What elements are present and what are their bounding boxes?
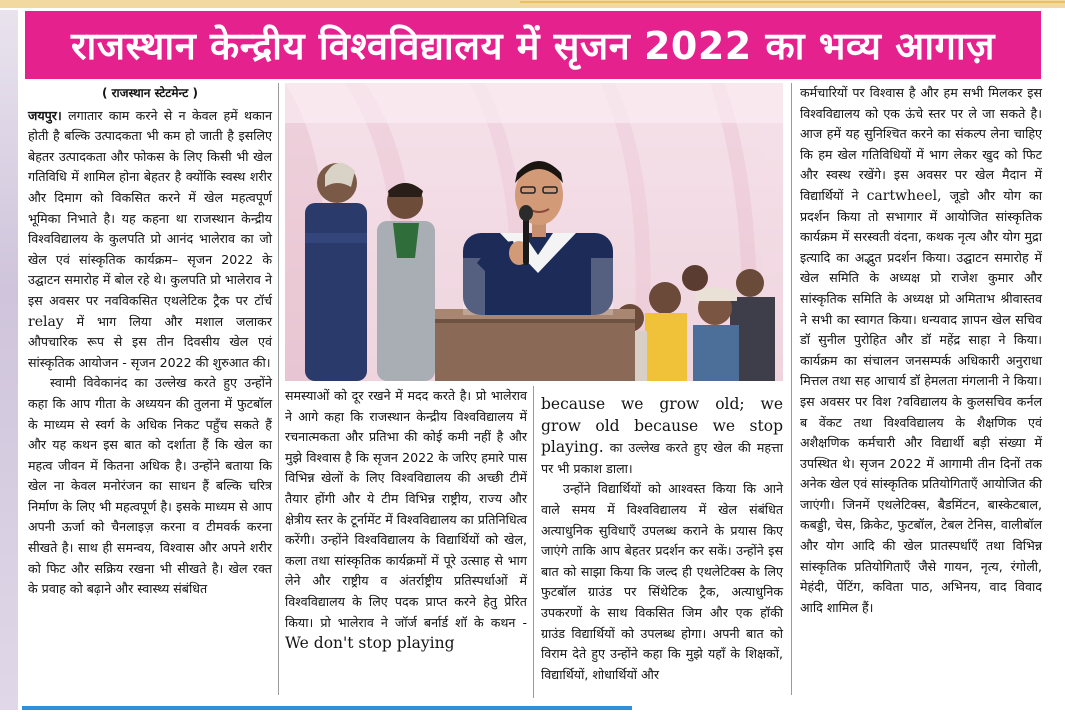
byline: ( राजस्थान स्टेटमेन्ट ) <box>101 86 199 100</box>
column-2-text <box>285 386 527 655</box>
event-photo <box>285 83 783 381</box>
event-photo-illustration <box>285 83 783 381</box>
cartwheel-word: cartwheel, <box>866 187 942 204</box>
left-edge-image <box>0 10 18 710</box>
relay-word: relay <box>28 313 64 330</box>
quote-paragraph <box>541 394 783 479</box>
dateline: जयपुर। <box>28 107 62 123</box>
quote-follow-text: का उल्लेख करते हुए खेल की महत्ता पर भी प्रकाश डाला। <box>541 440 784 476</box>
column-2-body: समस्याओं को दूर रखने में मदद करते है। प्रो भालेराव ने आगे कहा कि राजस्थान केन्द्रीय विश्वविद्यालय में रचनात्मकता और प्रतिभा की कोई कमी नहीं है और मुझे विश्वास है कि सृजन 2022 के जरिए हमारे पास विभिन्न खेलों के लिए विश्वविद्यालय की अच्छी टीमें तैयार होंगी और ये टीम विभिन्न राष्ट्रीय, राज्य और क्षेत्रीय स्तर के टूर्नामेंट में विश्वविद्यालय का प्रतिनिधित्व करेंगी। उन्होंने विश्वविद्यालय के विद्यार्थियों को खेल, कला तथा सांस्कृतिक कार्यक्रमों में पूरे उत्साह से भाग लेने और राष्ट्रीय व अंतर्राष्ट्रीय प्रतिस्पर्धाओं में विश्वविद्यालय के लिए पदक प्राप्त करने हेतु प्रेरित किया। प्रो भालेराव ने जॉर्ज बर्नार्ड शॉ के कथन - <box>285 388 527 630</box>
article-column-3 <box>541 394 783 698</box>
headline: राजस्थान केन्द्रीय विश्वविद्यालय में सृजन 2022 का भव्य आगाज़ <box>71 24 995 68</box>
paragraph-1-end: में भाग लिया और मशाल जलाकर औपचारिक रूप से इस तीन दिवसीय खेल एवं सांस्कृतिक आयोजन - सृजन 2022 की शुरुआत की। <box>28 313 272 370</box>
paragraph-1-text: लगातार काम करने से न केवल हमें थकान होती है बल्कि उत्पादकता भी कम हो जाती है इसलिए बेहतर उत्पादकता और फोकस के लिए किसी भी खेल गतिविधि में शामिल होना बेहतर है क्योंकि स्वस्थ शरीर और दिमाग को विकसित करने में खेल महत्वपूर्ण भूमिका निभाते है। यह कहना था राजस्थान केन्द्रीय विश्वविद्यालय के कुलपति प्रो आनंद भालेराव का जो खेल एवं सांस्कृतिक कार्यक्रम– सृजन 2022 के उद्घाटन समारोह में बोल रहे थे। कुलपति प्रो भालेराव ने इस अवसर पर नवविकसित एथलेटिक ट्रैक पर टॉर्च <box>28 107 272 308</box>
top-strip <box>0 0 1065 8</box>
shaw-quote-start: We don't stop playing <box>285 634 455 653</box>
column-4-body-b: जूडो और योग का प्रदर्शन किया तो सभागार में आयोजित सांस्कृतिक कार्यक्रम में सरस्वती वंदना, कथक नृत्य और योग मुद्रा इत्यादि का अद्भुत प्रदर्शन किया। उद्घाटन समारोह में खेल समिति के अध्यक्ष प्रो राजेश कुमार और सांस्कृतिक समिति के अध्यक्ष प्रो अमिताभ श्रीवास्तव ने सभी का स्वागत किया। धन्यवाद ज्ञापन खेल सचिव डॉ सुनील पुरोहित और डॉ महेंद्र साहा ने किया। कार्यक्रम का संचालन जनसम्पर्क अधिकारी अनुराधा मित्तल तथा सह आचार्य डॉ हेमलता मंगलानी ने किया। इस अवसर पर विश ?वविद्यालय के कुलसचिव कर्नल ब वेंकट तथा विश्वविद्यालय के शैक्षणिक एवं अशैक्षणिक कर्मचारी और विद्यार्थी बड़ी संख्या में उपस्थित थे। सृजन 2022 में आगामी तीन दिनों तक अनेक खेल एवं सांस्कृतिक प्रतियोगिताएँ आयोजित की जाएंगी। जिनमें एथलेटिक्स, बैडमिंटन, बास्केटबाल, कबड्डी, चेस, क्रिकेट, फुटबॉल, टेबल टेनिस, वालीबॉल और योग आदि की खेल प्रातस्पर्धाएँ तथा विभिन्न सांस्कृतिक प्रतियोगिताएँ जैसे गायन, नृत्य, रंगोली, मेहंदी, पेंटिंग, कविता पाठ, अभिनय, वाद विवाद आदि शामिल हैं। <box>800 187 1043 615</box>
column-rule <box>278 83 279 695</box>
shaw-quote-end: because we grow old; we grow old because we stop playing. <box>541 395 783 457</box>
column-4-body-a: कर्मचारियों पर विश्वास है और हम सभी मिलकर इस विश्वविद्यालय को एक ऊंचे स्तर पर ले जा सकते है। आज हमें यह सुनिश्चित करने का संकल्प लेना चाहिए कि हम खेल गतिविधियों में भाग लेकर खुद को फिट और स्वस्थ रखेंगे। इस अवसर पर खेल मैदान में विद्यार्थियों ने <box>800 85 1042 203</box>
headline-banner <box>25 11 1041 79</box>
paragraph-1 <box>28 106 272 374</box>
article-column-1 <box>28 83 272 695</box>
paragraph-2: स्वामी विवेकानंद का उल्लेख करते हुए उन्होंने कहा कि आप गीता के अध्ययन की तुलना में फुटबॉल के माध्यम से स्वर्ग के अधिक निकट पहुँच सकते हैं और यह कथन इस बात को दर्शाता हैं कि खेल का महत्व जीवन में कितना अधिक है। उन्होंने बताया कि खेल ना केवल मनोरंजन का साधन हैं बल्कि चरित्र निर्माण के लिए भी महत्वपूर्ण है। इसके माध्यम से आप अपनी ऊर्जा को चैनलाइज़ करना व टीमवर्क करना सीखते है। साथ ही समन्वय, विश्वास और अपने शरीर को फिट और सक्रिय रखना भी सीखते है। खेल रक्त के प्रवाह को बढ़ाने और स्वास्थ्य संबंधित <box>28 375 272 597</box>
column-rule <box>533 386 534 698</box>
paragraph-3: उन्होंने विद्यार्थियों को आश्वस्त किया कि आने वाले समय में विश्वविद्यालय में खेल संबंधित अत्याधुनिक सुविधाएँ उपलब्ध कराने के प्रयास किए जाएंगे ताकि आप बेहतर प्रदर्शन कर सकें। उन्होंने इस बात को साझा किया कि जल्द ही एथलेटिक्स के लिए फुटबॉल ग्राउंड पर सिंथेटिक ट्रैक, अत्याधुनिक उपकरणों के साथ विकसित जिम और एक हॉकी ग्राउंड विद्यार्थियों को उपलब्ध होगा। अपनी बात को विराम देते हुए उन्होंने कहा कि मुझे यहाँ के शिक्षकों, विद्यार्थियों, शोधार्थियों और <box>541 481 783 682</box>
article-column-2 <box>285 386 527 698</box>
article-column-4 <box>800 83 1042 695</box>
bottom-strip <box>22 706 632 710</box>
column-rule <box>791 83 792 695</box>
column-4-text <box>800 83 1042 618</box>
